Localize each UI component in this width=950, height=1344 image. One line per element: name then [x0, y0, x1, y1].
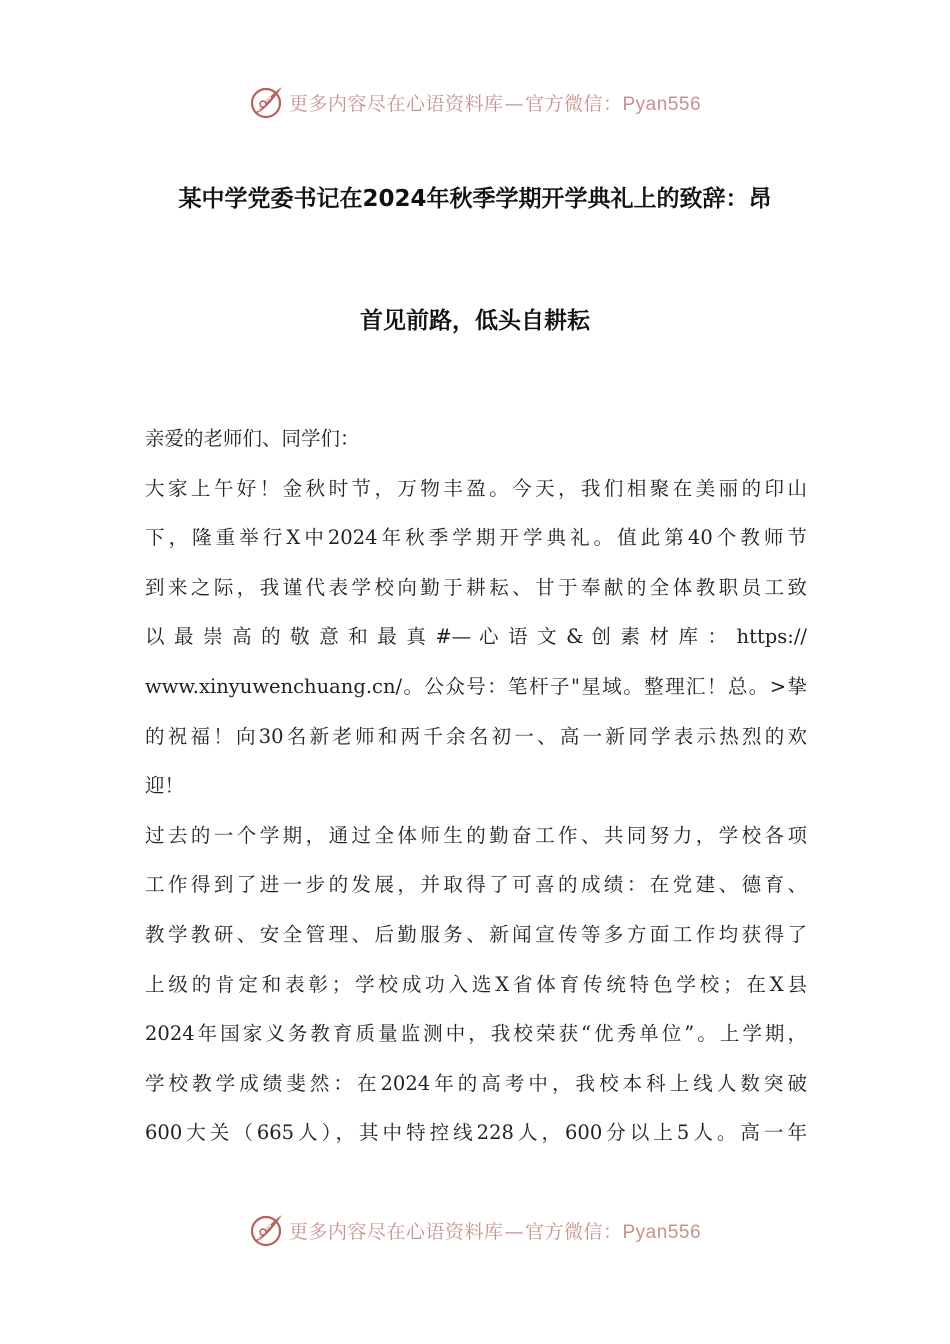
- body-line: 到来之际，我谨代表学校向勤于耕耘、甘于奉献的全体教职员工致: [145, 575, 807, 599]
- quill-logo-icon: [249, 1212, 285, 1248]
- body-line: www.xinyuwenchuang.cn/。公众号：笔杆子"星域。整理汇！总。>挚: [145, 674, 807, 698]
- document-body: [145, 414, 807, 1158]
- body-line-salutation: 亲爱的老师们、同学们：: [145, 427, 360, 450]
- header-banner: [0, 80, 950, 124]
- body-line: 工作得到了进一步的发展，并取得了可喜的成绩：在党建、德育、: [145, 873, 807, 897]
- body-line: 大家上午好！金秋时节，万物丰盈。今天，我们相聚在美丽的印山: [145, 476, 807, 500]
- banner-text: [289, 1217, 701, 1244]
- footer-banner: [0, 1208, 950, 1252]
- body-line: 以 最 崇 高 的 敬 意 和 最 真 #— 心 语 文 & 创 素 材 库 ： https://: [145, 625, 807, 649]
- body-line: 迎！: [145, 774, 185, 798]
- page-title-line-2: 首见前路，低头自耕耘: [360, 308, 590, 334]
- banner-slogan: 更多内容尽在心语资料库: [288, 92, 504, 115]
- body-line: 下，隆重举行X中2024年秋季学期开学典礼。值此第40个教师节: [145, 526, 807, 550]
- body-line: 上级的肯定和表彰；学校成功入选X省体育传统特色学校；在X县: [145, 972, 807, 996]
- banner-separator: —: [504, 92, 524, 115]
- body-line: 学校教学成绩斐然：在2024年的高考中，我校本科上线人数突破: [145, 1071, 807, 1095]
- banner-wechat-label: 官方微信：: [524, 1220, 623, 1243]
- banner-wechat-id: Pyan556: [622, 1221, 702, 1243]
- page-title-line-1: 某中学党委书记在2024年秋季学期开学典礼上的致辞：昂: [178, 186, 772, 212]
- body-line: 600大关（665人），其中特控线228人，600分以上5人。高一年: [145, 1121, 807, 1145]
- body-line: 教学教研、安全管理、后勤服务、新闻宣传等多方面工作均获得了: [145, 922, 807, 946]
- body-line: 2024年国家义务教育质量监测中，我校荣获“优秀单位”。上学期，: [145, 1022, 807, 1046]
- quill-logo-icon: [249, 84, 285, 120]
- banner-text: [289, 89, 701, 116]
- banner-wechat-id: Pyan556: [622, 93, 702, 115]
- banner-slogan: 更多内容尽在心语资料库: [288, 1220, 504, 1243]
- body-line: 的祝福！向30名新老师和两千余名初一、高一新同学表示热烈的欢: [145, 724, 807, 748]
- banner-separator: —: [504, 1220, 524, 1243]
- banner-wechat-label: 官方微信：: [524, 92, 623, 115]
- body-line: 过去的一个学期，通过全体师生的勤奋工作、共同努力，学校各项: [145, 823, 807, 847]
